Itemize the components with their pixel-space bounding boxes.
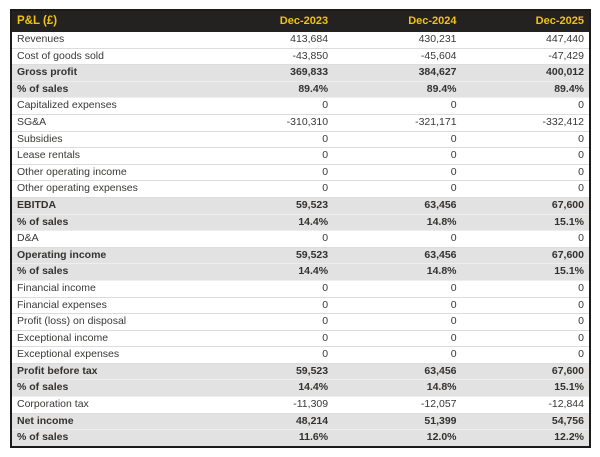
row-value: -12,844 (462, 397, 590, 414)
table-row (11, 114, 590, 131)
row-label: Financial income (11, 280, 205, 297)
table-row (11, 330, 590, 347)
row-value: 0 (462, 297, 590, 314)
column-header-dec-2025: Dec-2025 (462, 10, 590, 32)
row-value: 12.2% (462, 430, 590, 447)
row-value: 384,627 (333, 65, 461, 82)
row-value: 67,600 (462, 363, 590, 380)
row-label: % of sales (11, 380, 205, 397)
row-value: 0 (205, 314, 333, 331)
row-label: Financial expenses (11, 297, 205, 314)
table-body (11, 32, 590, 447)
row-label: Operating income (11, 247, 205, 264)
row-value: 12.0% (333, 430, 461, 447)
row-value: 0 (333, 330, 461, 347)
row-value: 89.4% (462, 81, 590, 98)
row-label: EBITDA (11, 197, 205, 214)
row-value: -11,309 (205, 397, 333, 414)
table-row (11, 247, 590, 264)
row-value: 0 (462, 314, 590, 331)
row-value: 0 (462, 181, 590, 198)
row-value: 0 (205, 181, 333, 198)
table-row (11, 397, 590, 414)
table-row (11, 380, 590, 397)
table-row (11, 214, 590, 231)
row-value: 0 (205, 347, 333, 364)
row-value: -321,171 (333, 114, 461, 131)
row-value: 0 (205, 148, 333, 165)
table-row (11, 197, 590, 214)
row-value: 0 (462, 280, 590, 297)
column-header-dec-2023: Dec-2023 (205, 10, 333, 32)
row-label: % of sales (11, 264, 205, 281)
table-row (11, 231, 590, 248)
row-value: 0 (205, 164, 333, 181)
row-value: 63,456 (333, 363, 461, 380)
table-row (11, 280, 590, 297)
row-value: -45,604 (333, 48, 461, 65)
row-value: 0 (462, 231, 590, 248)
row-value: 63,456 (333, 247, 461, 264)
row-value: -47,429 (462, 48, 590, 65)
row-label: Profit before tax (11, 363, 205, 380)
table-row (11, 164, 590, 181)
row-value: 51,399 (333, 413, 461, 430)
row-label: Exceptional income (11, 330, 205, 347)
row-value: 0 (462, 164, 590, 181)
row-value: 0 (462, 148, 590, 165)
table-row (11, 32, 590, 48)
row-value: 14.8% (333, 380, 461, 397)
row-value: 0 (205, 131, 333, 148)
row-value: 0 (333, 131, 461, 148)
row-value: 0 (333, 347, 461, 364)
row-value: 0 (462, 330, 590, 347)
row-value: 89.4% (205, 81, 333, 98)
row-value: 14.8% (333, 264, 461, 281)
row-label: SG&A (11, 114, 205, 131)
row-value: 15.1% (462, 264, 590, 281)
row-value: 48,214 (205, 413, 333, 430)
row-value: 67,600 (462, 247, 590, 264)
table-row (11, 81, 590, 98)
row-label: Profit (loss) on disposal (11, 314, 205, 331)
row-value: 11.6% (205, 430, 333, 447)
table-row (11, 65, 590, 82)
row-label: Subsidies (11, 131, 205, 148)
table-header-row (11, 10, 590, 32)
row-value: 0 (333, 148, 461, 165)
row-value: -310,310 (205, 114, 333, 131)
row-value: 0 (333, 231, 461, 248)
row-value: 0 (333, 98, 461, 115)
row-value: 0 (333, 164, 461, 181)
row-value: 14.4% (205, 264, 333, 281)
row-value: 54,756 (462, 413, 590, 430)
table-row (11, 430, 590, 447)
row-value: 447,440 (462, 32, 590, 48)
table-row (11, 363, 590, 380)
row-label: Net income (11, 413, 205, 430)
table-row (11, 131, 590, 148)
table-row (11, 314, 590, 331)
row-value: 0 (462, 131, 590, 148)
table-row (11, 297, 590, 314)
row-value: -43,850 (205, 48, 333, 65)
row-value: 0 (333, 297, 461, 314)
row-label: % of sales (11, 430, 205, 447)
row-label: Cost of goods sold (11, 48, 205, 65)
row-value: 63,456 (333, 197, 461, 214)
row-value: 14.4% (205, 214, 333, 231)
row-value: 0 (333, 314, 461, 331)
table-row (11, 181, 590, 198)
row-value: -332,412 (462, 114, 590, 131)
row-value: 67,600 (462, 197, 590, 214)
row-value: 0 (205, 297, 333, 314)
table-row (11, 98, 590, 115)
row-value: 59,523 (205, 197, 333, 214)
row-label: Revenues (11, 32, 205, 48)
row-label: Lease rentals (11, 148, 205, 165)
row-value: 15.1% (462, 380, 590, 397)
table-row (11, 347, 590, 364)
row-label: Exceptional expenses (11, 347, 205, 364)
row-value: 14.8% (333, 214, 461, 231)
row-value: 0 (205, 98, 333, 115)
table-row (11, 413, 590, 430)
row-value: -12,057 (333, 397, 461, 414)
row-value: 0 (205, 280, 333, 297)
row-value: 59,523 (205, 363, 333, 380)
row-value: 0 (462, 347, 590, 364)
pnl-table (10, 9, 591, 448)
row-value: 0 (462, 98, 590, 115)
row-value: 89.4% (333, 81, 461, 98)
row-label: D&A (11, 231, 205, 248)
table-row (11, 264, 590, 281)
row-value: 413,684 (205, 32, 333, 48)
row-value: 0 (205, 231, 333, 248)
row-value: 0 (333, 181, 461, 198)
row-label: Other operating income (11, 164, 205, 181)
table-row (11, 148, 590, 165)
table-title: P&L (£) (11, 10, 205, 32)
row-value: 59,523 (205, 247, 333, 264)
row-value: 14.4% (205, 380, 333, 397)
row-value: 0 (333, 280, 461, 297)
row-value: 0 (205, 330, 333, 347)
row-value: 430,231 (333, 32, 461, 48)
row-label: % of sales (11, 81, 205, 98)
row-label: Capitalized expenses (11, 98, 205, 115)
table-row (11, 48, 590, 65)
row-value: 400,012 (462, 65, 590, 82)
row-label: Corporation tax (11, 397, 205, 414)
column-header-dec-2024: Dec-2024 (333, 10, 461, 32)
row-label: Gross profit (11, 65, 205, 82)
row-value: 369,833 (205, 65, 333, 82)
row-value: 15.1% (462, 214, 590, 231)
row-label: % of sales (11, 214, 205, 231)
row-label: Other operating expenses (11, 181, 205, 198)
